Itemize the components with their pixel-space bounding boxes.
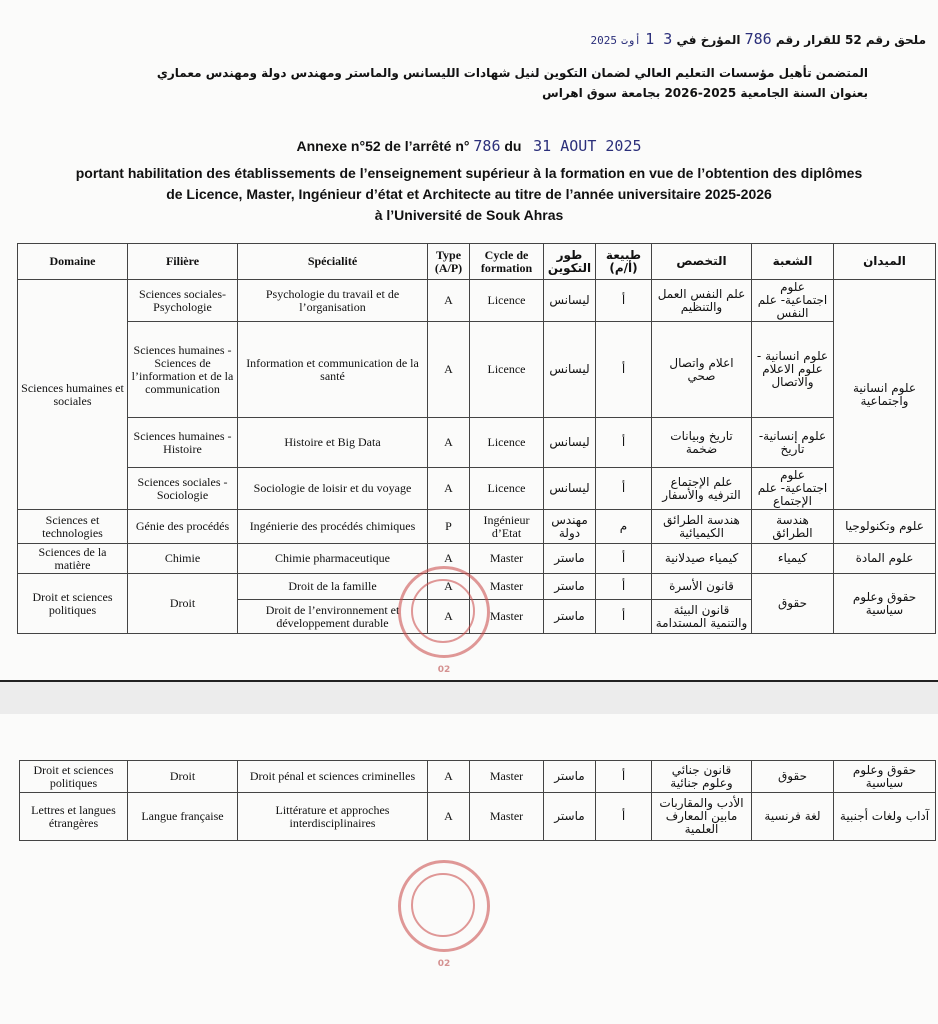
document-page-2 — [0, 714, 938, 1024]
cell-specialite: Droit de l’environnement et développement durable — [238, 600, 428, 634]
cell-domaine: Sciences humaines et sociales — [18, 280, 128, 510]
cell-cycle: Master — [470, 544, 544, 574]
cell-specialite: Droit de la famille — [238, 574, 428, 600]
cell-type: P — [428, 510, 470, 544]
subject-fr-line1: portant habilitation des établissements de l’enseignement supérieur à la formation en vue de l’obtention des diplômes — [75, 165, 863, 181]
cell-shoba: علوم انسانية - علوم الاعلام والاتصال — [752, 322, 834, 418]
table-row — [18, 418, 936, 468]
cell-cycle: Master — [470, 761, 544, 793]
cell-specialite: Droit pénal et sciences criminelles — [238, 761, 428, 793]
cell-filiere: Sciences sociales - Sociologie — [128, 468, 238, 510]
cell-domaine: Sciences de la matière — [18, 544, 128, 574]
cell-domaine: Droit et sciences politiques — [18, 574, 128, 634]
table-header-row — [18, 244, 936, 280]
continuation-table — [19, 760, 936, 841]
cell-takhassus: قانون البيئة والتنمية المستدامة — [652, 600, 752, 634]
cell-type: A — [428, 793, 470, 841]
cell-filiere: Langue française — [128, 793, 238, 841]
cell-midan: حقوق وعلوم سياسية — [834, 761, 936, 793]
cell-shoba: حقوق — [752, 761, 834, 793]
cell-tour: ليسانس — [544, 468, 596, 510]
cell-cycle: Master — [470, 574, 544, 600]
subject-fr-line2: de Licence, Master, Ingénieur d’état et Architecte au titre de l’année universitaire 2025-2026 — [166, 186, 772, 202]
official-stamp — [398, 860, 490, 969]
cell-tour: ماستر — [544, 793, 596, 841]
cell-specialite: Chimie pharmaceutique — [238, 544, 428, 574]
cell-tour: ماستر — [544, 574, 596, 600]
cell-takhassus: علم الإجتماع الترفيه والأسفار — [652, 468, 752, 510]
cell-type: A — [428, 468, 470, 510]
cell-shoba: علوم اجتماعية- علم النفس — [752, 280, 834, 322]
header-type: Type (A/P) — [428, 244, 470, 280]
cell-domaine: Lettres et langues étrangères — [20, 793, 128, 841]
cell-cycle: Licence — [470, 280, 544, 322]
subject-ar-line2: بعنوان السنة الجامعية 2025-2026 بجامعة سوق اهراس — [542, 86, 868, 100]
cell-filiere: Génie des procédés — [128, 510, 238, 544]
cell-shoba: علوم اجتماعية- علم الإجتماع — [752, 468, 834, 510]
cell-type: A — [428, 544, 470, 574]
annex-ar-number: 786 — [744, 30, 772, 48]
cell-takhassus: الأدب والمقاربات مابين المعارف العلمية — [652, 793, 752, 841]
cell-nature: أ — [596, 574, 652, 600]
cell-tour: ماستر — [544, 761, 596, 793]
cell-specialite: Information et communication de la santé — [238, 322, 428, 418]
cell-filiere: Sciences humaines - Sciences de l’information et de la communication — [128, 322, 238, 418]
cell-filiere: Droit — [128, 761, 238, 793]
cell-cycle: Master — [470, 793, 544, 841]
cell-midan: علوم المادة — [834, 544, 936, 574]
cell-filiere: Sciences sociales- Psychologie — [128, 280, 238, 322]
annex-fr-du: du — [504, 138, 522, 154]
cell-type: A — [428, 280, 470, 322]
cell-takhassus: هندسة الطرائق الكيميائية — [652, 510, 752, 544]
cell-nature: أ — [596, 418, 652, 468]
subject-fr-line3: à l’Université de Souk Ahras — [374, 207, 564, 223]
cell-shoba: حقوق — [752, 574, 834, 634]
annex-fr-date: 31 AOUT 2025 — [533, 137, 642, 155]
cell-shoba: علوم إنسانية- تاريخ — [752, 418, 834, 468]
table-row — [18, 468, 936, 510]
subject-ar-line1: المتضمن تأهيل مؤسسات التعليم العالي لضمان التكوين لنيل شهادات الليسانس والماستر ومهندس دولة ومهندس معماري — [156, 66, 868, 80]
cell-specialite: Histoire et Big Data — [238, 418, 428, 468]
cell-midan: علوم انسانية واجتماعية — [834, 280, 936, 510]
stamp-number: 02 — [437, 665, 451, 675]
cell-type: A — [428, 574, 470, 600]
header-midan: الميدان — [834, 244, 936, 280]
header-shoba: الشعبة — [752, 244, 834, 280]
cell-cycle: Licence — [470, 468, 544, 510]
stamp-emblem-icon — [411, 873, 475, 937]
cell-tour: ماستر — [544, 544, 596, 574]
stamp-emblem-icon — [411, 579, 475, 643]
annex-fr-number: 786 — [473, 137, 501, 155]
cell-midan: آداب ولغات أجنبية — [834, 793, 936, 841]
cell-takhassus: اعلام واتصال صحي — [652, 322, 752, 418]
cell-domaine: Droit et sciences politiques — [20, 761, 128, 793]
cell-tour: مهندس دولة — [544, 510, 596, 544]
cell-filiere: Chimie — [128, 544, 238, 574]
cell-takhassus: قانون جنائي وعلوم جنائية — [652, 761, 752, 793]
table-row — [20, 793, 936, 841]
cell-shoba: هندسة الطرائق — [752, 510, 834, 544]
cell-shoba: كيمياء — [752, 544, 834, 574]
table-row — [18, 322, 936, 418]
cell-type: A — [428, 322, 470, 418]
cell-tour: ليسانس — [544, 418, 596, 468]
cell-midan: حقوق وعلوم سياسية — [834, 574, 936, 634]
table-row — [18, 510, 936, 544]
cell-takhassus: تاريخ وبيانات ضخمة — [652, 418, 752, 468]
header-filiere: Filière — [128, 244, 238, 280]
cell-filiere: Droit — [128, 574, 238, 634]
cell-tour: ماستر — [544, 600, 596, 634]
cell-nature: أ — [596, 761, 652, 793]
cell-nature: أ — [596, 793, 652, 841]
table-row — [18, 544, 936, 574]
cell-type: A — [428, 600, 470, 634]
cell-domaine: Sciences et technologies — [18, 510, 128, 544]
cell-specialite: Ingénierie des procédés chimiques — [238, 510, 428, 544]
cell-cycle: Licence — [470, 418, 544, 468]
cell-specialite: Sociologie de loisir et du voyage — [238, 468, 428, 510]
table-row — [20, 761, 936, 793]
cell-nature: م — [596, 510, 652, 544]
page-separator — [0, 680, 938, 717]
cell-nature: أ — [596, 468, 652, 510]
cell-nature: أ — [596, 322, 652, 418]
table-row — [18, 280, 936, 322]
habilitation-table — [17, 243, 936, 634]
cell-takhassus: قانون الأسرة — [652, 574, 752, 600]
annex-ar-month: أوت — [621, 34, 642, 47]
cell-takhassus: كيمياء صيدلانية — [652, 544, 752, 574]
annex-line-ar — [590, 30, 926, 48]
cell-nature: أ — [596, 544, 652, 574]
header-domaine: Domaine — [18, 244, 128, 280]
cell-takhassus: علم النفس العمل والتنظيم — [652, 280, 752, 322]
header-specialite: Spécialité — [238, 244, 428, 280]
annex-ar-year: 2025 — [590, 34, 617, 47]
header-nature: طبيعة (أ/م) — [596, 244, 652, 280]
cell-nature: أ — [596, 280, 652, 322]
annex-fr-prefix: Annexe n°52 de l’arrêté n° — [296, 138, 470, 154]
cell-cycle: Ingénieur d’Etat — [470, 510, 544, 544]
stamp-number: 02 — [437, 959, 451, 969]
cell-tour: ليسانس — [544, 322, 596, 418]
cell-cycle: Licence — [470, 322, 544, 418]
header-tour: طور التكوين — [544, 244, 596, 280]
header-takhassus: التخصص — [652, 244, 752, 280]
cell-cycle: Master — [470, 600, 544, 634]
cell-type: A — [428, 761, 470, 793]
cell-type: A — [428, 418, 470, 468]
cell-tour: ليسانس — [544, 280, 596, 322]
cell-midan: علوم وتكنولوجيا — [834, 510, 936, 544]
annex-ar-day: 3 1 — [645, 30, 673, 48]
cell-specialite: Littérature et approches interdisciplinaires — [238, 793, 428, 841]
cell-specialite: Psychologie du travail et de l’organisation — [238, 280, 428, 322]
cell-shoba: لغة فرنسية — [752, 793, 834, 841]
cell-filiere: Sciences humaines - Histoire — [128, 418, 238, 468]
cell-nature: أ — [596, 600, 652, 634]
annex-ar-dated: المؤرخ في — [676, 33, 741, 47]
header-cycle: Cycle de formation — [470, 244, 544, 280]
annex-line-fr — [0, 137, 938, 155]
annex-ar-prefix: ملحق رقم 52 للقرار رقم — [775, 33, 926, 47]
official-stamp — [398, 566, 490, 675]
